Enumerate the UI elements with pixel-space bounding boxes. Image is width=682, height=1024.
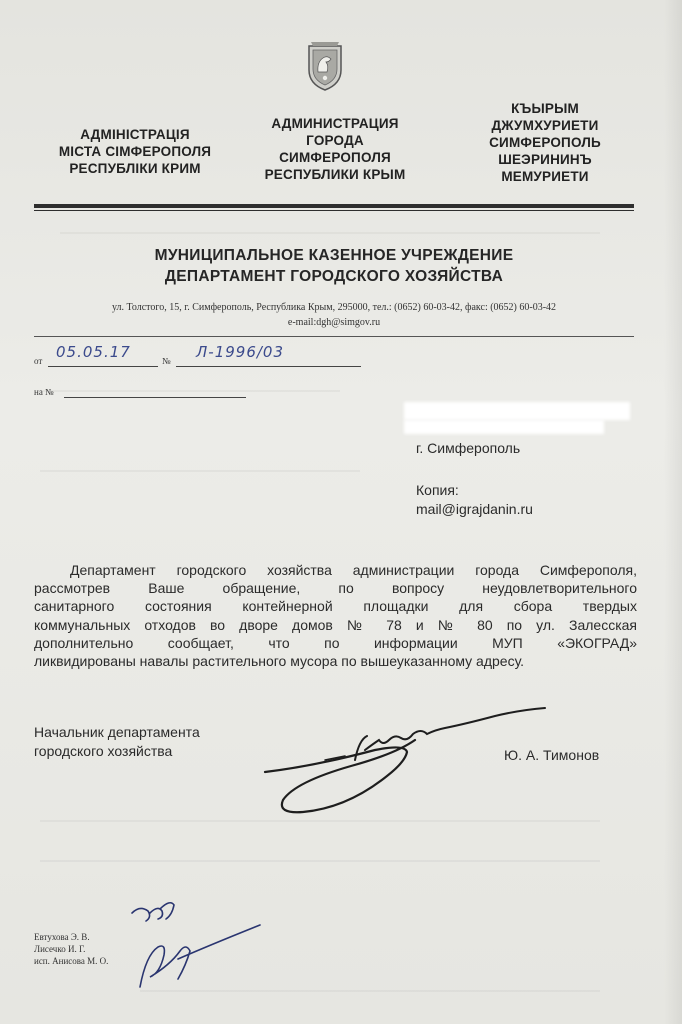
department-name-line2: ДЕПАРТАМЕНТ ГОРОДСКОГО ХОЗЯЙСТВА (164, 268, 504, 285)
reference-underline (64, 397, 246, 398)
header-ukrainian-line: АДМІНІСТРАЦІЯ (80, 127, 190, 142)
copy-label: Копия: (416, 482, 459, 498)
header-crimean-tatar-line: МЕМУРИЕТИ (501, 169, 589, 184)
redacted-recipient-address (404, 420, 604, 434)
bleed-through (40, 390, 340, 392)
bleed-through (40, 820, 600, 822)
date-underline (48, 366, 158, 367)
redacted-recipient-name (404, 402, 630, 420)
copy-email: mail@igrajdanin.ru (416, 501, 533, 517)
signer-name: Ю. А. Тимонов (504, 747, 600, 763)
header-ukrainian (30, 126, 240, 177)
letter-line: дополнительно сообщает, что по информации МУП «ЭКОГРАД» (34, 634, 637, 651)
header-crimean-tatar-line: СИМФЕРОПОЛЬ (489, 135, 601, 150)
bleed-through (40, 860, 600, 862)
reference-label: на № (34, 387, 54, 397)
department-name-line1: МУНИЦИПАЛЬНОЕ КАЗЕННОЕ УЧРЕЖДЕНИЕ (154, 247, 514, 264)
bleed-through (60, 232, 600, 234)
header-divider-thin (34, 210, 634, 211)
header-russian-line: СИМФЕРОПОЛЯ (279, 150, 391, 165)
header-ukrainian-line: МІСТА СІМФЕРОПОЛЯ (58, 144, 212, 159)
header-ukrainian-line: РЕСПУБЛІКИ КРИМ (69, 161, 201, 176)
initials-signature-icon (100, 895, 280, 995)
handwritten-signature-icon (255, 700, 555, 820)
header-russian-line: АДМИНИСТРАЦИЯ (271, 116, 399, 131)
signer-position-line1: Начальник департамента (34, 724, 200, 740)
number-value: Л-1996/03 (196, 343, 285, 361)
header-crimean-tatar-line: ДЖУМХУРИЕТИ (491, 118, 599, 133)
department-address: ул. Толстого, 15, г. Симферополь, Республика Крым, 295000, тел.: (0652) 60-03-42, факс: (0652) 60-03-42 (111, 302, 557, 313)
header-crimean-tatar-line: КЪЫРЫМ (511, 101, 579, 116)
number-label: № (162, 356, 171, 366)
address-divider (34, 336, 634, 337)
date-value: 05.05.17 (56, 343, 131, 361)
executor-name: Лисечко И. Г. (34, 944, 86, 954)
executor-name: исп. Анисова М. О. (34, 956, 109, 966)
letter-line: коммунальных отходов во дворе домов № 78 и № 80 по ул. Залесская (34, 616, 637, 633)
header-divider-thick (34, 204, 634, 208)
header-russian-line: РЕСПУБЛИКИ КРЫМ (264, 167, 406, 182)
coat-of-arms-icon (305, 40, 345, 92)
date-label: от (34, 356, 43, 366)
letter-line: Департамент городского хозяйства администрации города Симферополя, (70, 562, 637, 578)
number-underline (176, 366, 361, 367)
letter-line: санитарного состояния контейнерной площадки для сбора твердых (34, 598, 637, 615)
letter-line: рассмотрев Ваше обращение, по вопросу неудовлетворительного (34, 580, 637, 597)
executor-name: Евтухова Э. В. (34, 932, 90, 942)
letter-body (34, 561, 637, 670)
header-crimean-tatar (460, 100, 630, 185)
header-crimean-tatar-line: ШЕЭРИНИНЪ (498, 152, 592, 167)
header-russian (250, 115, 420, 183)
letter-line: ликвидированы навалы растительного мусора по вышеуказанному адресу. (34, 653, 525, 670)
header-russian-line: ГОРОДА (306, 133, 364, 148)
bleed-through (40, 470, 360, 472)
department-email: e-mail:dgh@simgov.ru (287, 317, 381, 328)
recipient-city: г. Симферополь (416, 440, 521, 456)
signer-position-line2: городского хозяйства (34, 743, 173, 759)
page-edge-shadow (664, 0, 682, 1024)
